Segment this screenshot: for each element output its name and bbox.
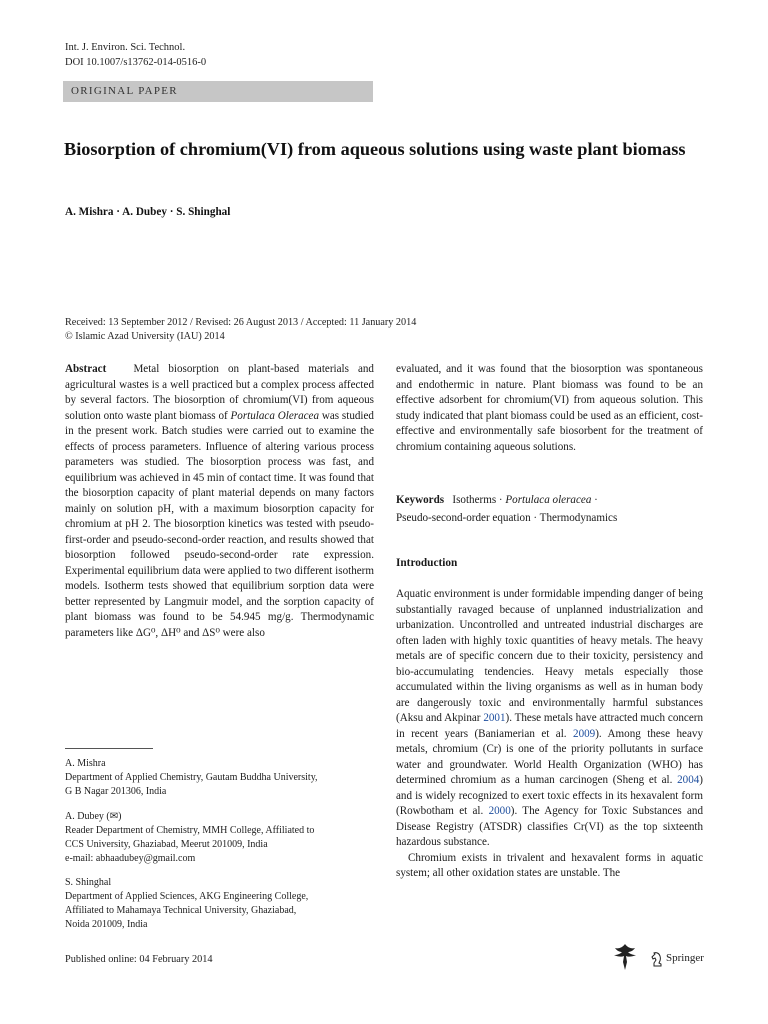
published-online: Published online: 04 February 2014 <box>65 954 213 965</box>
intro-text-3: ). Among these heavy metals, chromium (Cr) is one of the priority pollutants in surface water and groundwater. World Health Organization (WHO) has determined chromium as a human carcinogen (Sheng et al. <box>396 727 703 786</box>
affiliation-line: Noida 201009, India <box>65 919 148 930</box>
intro-paragraph-2: Chromium exists in trivalent and hexavalent forms in aquatic system; all other oxidation states are unstable. The <box>396 851 703 879</box>
keyword-2: Portulaca oleracea <box>505 494 592 506</box>
publisher-logo <box>612 938 712 978</box>
citation-link[interactable]: 2000 <box>488 805 511 817</box>
copyright: © Islamic Azad University (IAU) 2014 <box>65 331 225 342</box>
abstract-label: Abstract <box>65 363 107 375</box>
intro-text-2: ). These metals have attracted much concern in recent years (Baniamerian et al. <box>396 712 703 740</box>
intro-text-4: ) and is widely recognized to exert toxic effects in its hexavalent form (Rowbotham et al. <box>396 774 703 817</box>
keywords <box>396 491 706 527</box>
article-title: Biosorption of chromium(VI) from aqueous solutions using waste plant biomass <box>64 139 686 159</box>
abstract-right <box>396 362 703 455</box>
citation-link[interactable]: 2001 <box>483 712 506 724</box>
section-heading-introduction: Introduction <box>396 557 458 569</box>
citation-link[interactable]: 2004 <box>677 774 700 786</box>
affiliation-dubey <box>65 810 374 866</box>
affiliation-line: Department of Applied Sciences, AKG Engineering College, <box>65 891 309 902</box>
affiliation-name: A. Mishra <box>65 758 106 769</box>
intro-text-1: Aquatic environment is under formidable impending danger of being substantially ravaged because of unplanned industrialization and urbanization. Uncontrolled and untreated industrial discharges are often laden with highly toxic quantities of heavy metals. The heavy metals are of specific concern due to their toxicity, persistency and bio-accumulating tendencies. Heavy metals especially those accumulated within the living organisms as well as in human body are dangerously toxic and environmentally harmful substances (Aksu and Akpinar <box>396 588 703 724</box>
affiliation-line: CCS University, Ghaziabad, Meerut 201009, India <box>65 839 268 850</box>
springer-chess-knight-icon <box>650 951 664 967</box>
doi: DOI 10.1007/s13762-014-0516-0 <box>65 57 207 68</box>
affiliation-line: Department of Applied Chemistry, Gautam Buddha University, <box>65 772 318 783</box>
journal-name: Int. J. Environ. Sci. Technol. <box>65 42 186 53</box>
keyword-1: Isotherms · <box>452 494 506 506</box>
springer-horse-logo-icon <box>612 942 638 972</box>
abstract-left <box>65 362 374 641</box>
email-link[interactable]: e-mail: abhaadubey@gmail.com <box>65 853 196 864</box>
citation-link[interactable]: 2009 <box>573 727 596 740</box>
species-name: Portulaca Oleracea <box>230 409 320 422</box>
publisher-name: Springer <box>666 952 704 964</box>
abstract-text-2: was studied in the present work. Batch studies were carried out to examine the effects of process parameters. Influence of altering various process parameters was studied. The biosorption process was fast, and equilibrium was achieved in 45 min of contact time. It was found that the biosorption capacity of plant material depends on many factors mainly on solution pH, with a maximum biosorption capacity for chromium at pH 2. The biosorption kinetics was tested with pseudo-first-order and pseudo-second-order reaction, and results showed that biosorption followed pseudo-second-order rate expression. Experimental equilibrium data were applied to two different isotherm models. Isotherm tests showed that equilibrium sorption data were better represented by Langmuir model, and the sorption capacity of plant biomass was found to be 54.945 mg/g. Thermodynamic parameters like ΔG⁰, ΔH⁰ and ΔS⁰ were also <box>65 409 375 639</box>
article-type-badge: ORIGINAL PAPER <box>63 81 373 102</box>
keyword-3: Pseudo-second-order equation · Thermodynamics <box>396 512 618 524</box>
intro-paragraph-1 <box>396 587 703 851</box>
abstract-text-3: evaluated, and it was found that the biosorption was spontaneous and endothermic in nature. Plant biomass was found to be an effective adsorbent for chromium(VI) from aqueous solution. This study indicated that plant biomass could be used as an efficient, cost-effective and environmentally safe biosorbent for the treatment of chromium containing aqueous solutions. <box>396 363 703 453</box>
abstract-text-1: Metal biosorption on plant-based materials and agricultural wastes is a well practiced but a complex process affected by several factors. The biosorption of chromium(VI) from aqueous solution onto waste plant biomass of <box>65 363 374 422</box>
affiliation-name: S. Shinghal <box>65 877 112 888</box>
footnote-divider <box>65 748 153 749</box>
article-dates <box>65 316 416 344</box>
author-list: A. Mishra · A. Dubey · S. Shinghal <box>65 206 231 218</box>
keyword-sep: · <box>591 494 598 506</box>
introduction-body <box>396 587 703 882</box>
history-dates: Received: 13 September 2012 / Revised: 26 August 2013 / Accepted: 11 January 2014 <box>65 317 417 328</box>
affiliation-shinghal <box>65 876 374 932</box>
affiliation-mishra <box>65 757 374 799</box>
intro-text-5: ). The Agency for Toxic Substances and Disease Registry (ATSDR) classifies Cr(VI) as the top sixteenth hazardous substance. <box>396 805 703 848</box>
affiliation-line: Reader Department of Chemistry, MMH College, Affiliated to <box>65 825 315 836</box>
affiliation-line: Affiliated to Mahamaya Technical University, Ghaziabad, <box>65 905 297 916</box>
affiliation-line: G B Nagar 201306, India <box>65 786 167 797</box>
keywords-label: Keywords <box>396 494 445 506</box>
journal-header <box>65 40 206 70</box>
affiliation-name: A. Dubey (✉) <box>65 811 122 822</box>
